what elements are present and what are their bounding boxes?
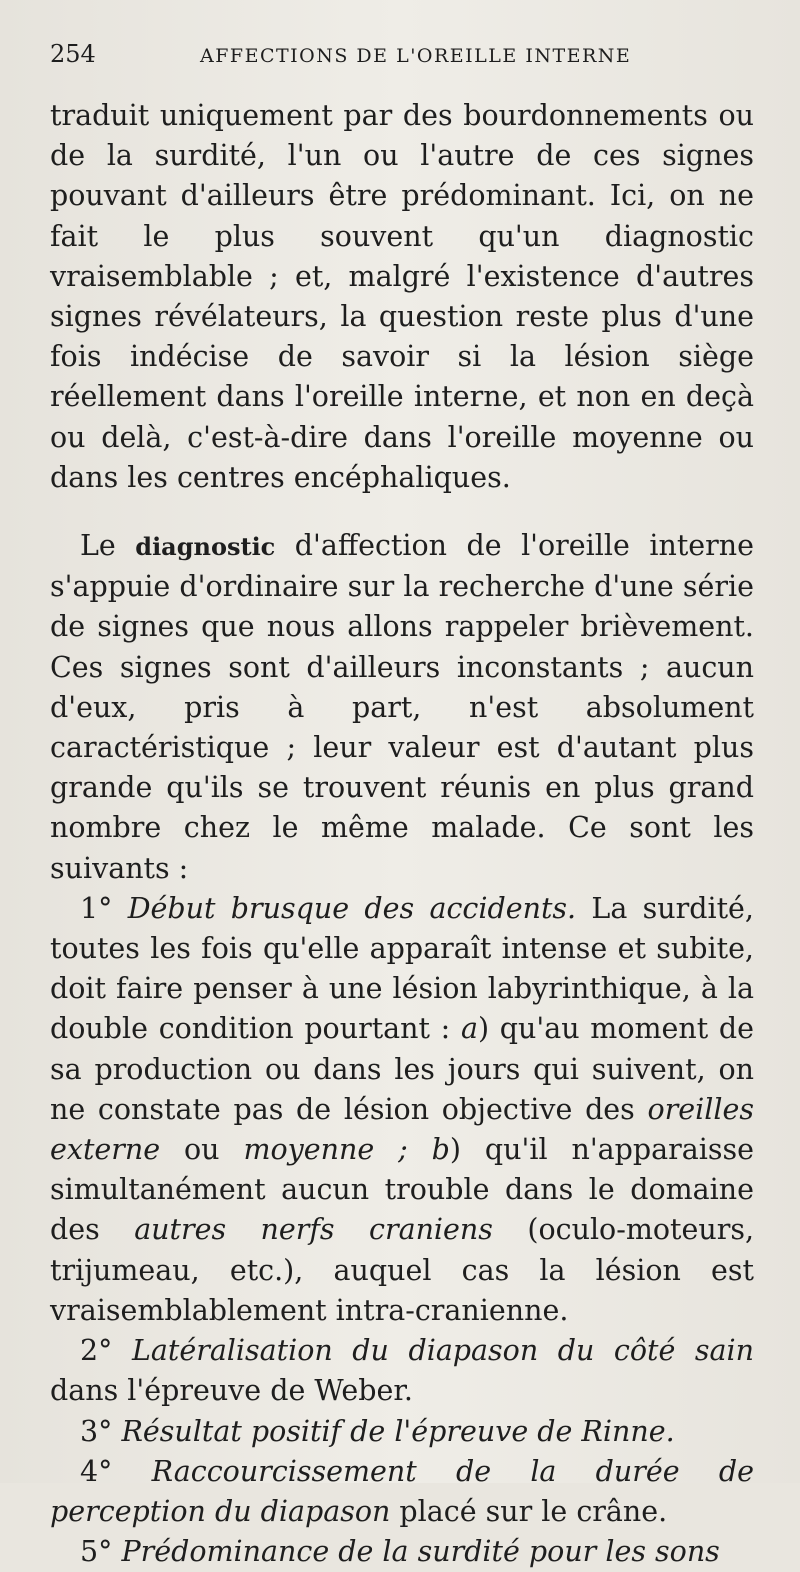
list-item-3: 3° Résultat positif de l'épreuve de Rinne. <box>80 1414 675 1448</box>
list-item-4-title: Raccourcissement de la durée de perception du diapason <box>50 1454 754 1528</box>
list-item-5: 5° Prédominance de la surdité pour les sons <box>80 1535 720 1569</box>
list-item-4: 4° Raccourcissement de la durée de perception du diapason placé sur le crâne. <box>50 1454 754 1528</box>
paragraph-continuation: traduit uniquement par des bourdonnements ou de la surdité, l'un ou l'autre de ces signes pouvant d'ailleurs être prédominant. Ici, on ne fait le plus souvent qu'un diagnostic vraisemblable ; et, malgré l'existence d'autres signes révélateurs, la question reste plus d'une fois indécise de savoir si la lésion siège réellement dans l'oreille interne, et non en deçà ou delà, c'est-à-dire dans l'oreille moyenne ou dans les centres encéphaliques. <box>50 99 754 494</box>
diagnostic-term: diagnostic <box>135 532 276 562</box>
list-item-5-title: Prédominance de la surdité pour les sons <box>121 1535 720 1569</box>
running-head: AFFECTIONS DE L'OREILLE INTERNE <box>200 45 632 67</box>
list-item-2-title: Latéralisation du diapason du côté sain <box>131 1334 754 1368</box>
list-item-2: 2° Latéralisation du diapason du côté sain dans l'épreuve de Weber. <box>50 1334 754 1408</box>
body-text <box>50 96 754 1572</box>
paragraph-diagnostic: Le diagnostic d'affection de l'oreille interne s'appuie d'ordinaire sur la recherche d'une série de signes que nous allons rappeler brièvement. Ces signes sont d'ailleurs inconstants ; aucun d'eux, pris à part, n'est absolument caractéristique ; leur valeur est d'autant plus grande qu'ils se trouvent réunis en plus grand nombre chez le même malade. Ce sont les suivants : <box>50 529 754 885</box>
page-number: 254 <box>50 40 96 68</box>
page-header <box>50 40 754 90</box>
list-item-1: 1° Début brusque des accidents. La surdité, toutes les fois qu'elle apparaît intense et subite, doit faire penser à une lésion labyrinthique, à la double condition pourtant : a) qu'au moment de sa production ou dans les jours qui suivent, on ne constate pas de lésion objective des oreilles externe ou moyenne ; b) qu'il n'apparaisse simultanément aucun trouble dans le domaine des autres nerfs craniens (oculo-moteurs, trijumeau, etc.), auquel cas la lésion est vraisemblablement intra-cranienne. <box>50 891 755 1327</box>
list-item-1-title: Début brusque des accidents. <box>127 891 577 925</box>
list-item-3-title: Résultat positif de l'épreuve de Rinne. <box>121 1414 675 1448</box>
